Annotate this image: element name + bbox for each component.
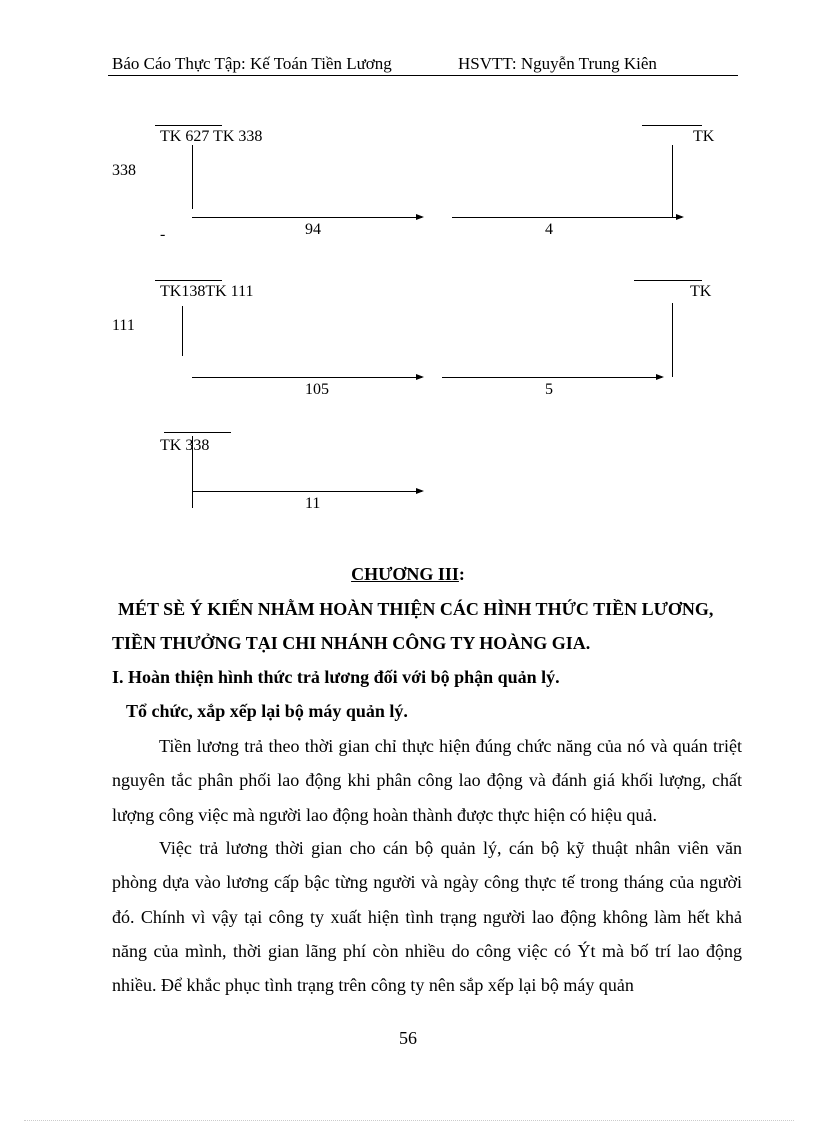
section-heading: I. Hoàn thiện hình thức trả lương đối với bộ phận quản lý.: [112, 667, 560, 687]
row1-arrow2-value: 4: [545, 221, 553, 238]
t-account-top-line: [634, 280, 702, 281]
flow-arrow: [192, 491, 422, 492]
chapter-colon: :: [458, 564, 465, 584]
flow-arrow: [192, 377, 422, 378]
account-vertical-line: [192, 436, 193, 508]
row1-left-label: TK 627 TK 338: [160, 128, 263, 145]
header-rule: [108, 75, 738, 76]
row1-arrow1-value: 94: [305, 221, 321, 238]
row2-arrow1-value: 105: [305, 381, 329, 398]
account-vertical-line: [182, 306, 183, 356]
paragraph-text: Tiền lương trả theo thời gian chỉ thực hiện đúng chức năng của nó và quán triệt nguyên tắc phân phối lao động khi phân công lao động và đánh giá khối lượng, chất lượng công việc mà người lao động hoàn thành được thực hiện có hiệu quả.: [112, 736, 742, 825]
body-paragraph: [112, 831, 742, 1002]
flow-arrow: [192, 217, 422, 218]
account-vertical-line: [192, 145, 193, 209]
account-vertical-line: [672, 303, 673, 377]
paragraph-text: Việc trả lương thời gian cho cán bộ quản lý, cán bộ kỹ thuật nhân viên văn phòng dựa vào lương cấp bậc từng người và ngày công thực tế trong tháng của người đó. Chính vì vậy tại công ty xuất hiện tình trạng người lao động không làm hết khả năng của mình, thời gian lãng phí còn nhiều do công việc có Ýt mà bố trí lao động nhiều. Để khắc phục tình trạng trên công ty nên sắp xếp lại bộ máy quản: [112, 838, 742, 996]
header-right: HSVTT: Nguyễn Trung Kiên: [458, 54, 657, 73]
row2-side-label: 111: [112, 317, 135, 334]
row1-side-label: 338: [112, 162, 136, 179]
row1-right-label: TK: [693, 128, 715, 145]
row3-left-label: TK 338: [160, 437, 210, 454]
row2-right-label: TK: [690, 283, 712, 300]
row2-left-label: TK138TK 111: [160, 283, 254, 300]
t-account-top-line: [155, 280, 222, 281]
row1-dash: -: [160, 226, 166, 243]
t-account-top-line: [642, 125, 702, 126]
row3-arrow1-value: 11: [305, 495, 321, 512]
flow-arrow: [442, 377, 662, 378]
page-number: 56: [399, 1028, 417, 1048]
row2-arrow2-value: 5: [545, 381, 553, 398]
flow-arrow: [452, 217, 682, 218]
subsection-heading: Tổ chức, xắp xếp lại bộ máy quản lý.: [126, 701, 408, 721]
account-vertical-line: [672, 145, 673, 217]
chapter-subtitle-line1: MÉT SÈ Ý KIẾN NHẰM HOÀN THIỆN CÁC HÌNH THỨC TIỀN LƯƠNG,: [118, 599, 714, 619]
t-account-top-line: [155, 125, 222, 126]
body-paragraph: [112, 729, 742, 832]
header-left: Báo Cáo Thực Tập: Kế Toán Tiền Lương: [112, 54, 392, 73]
t-account-top-line: [164, 432, 231, 433]
chapter-title: CHƯƠNG III: [351, 564, 459, 584]
page-bottom-rule: [24, 1120, 794, 1121]
chapter-subtitle-line2: TIỀN THƯỞNG TẠI CHI NHÁNH CÔNG TY HOÀNG GIA.: [112, 633, 591, 653]
chapter-heading: [0, 564, 816, 585]
